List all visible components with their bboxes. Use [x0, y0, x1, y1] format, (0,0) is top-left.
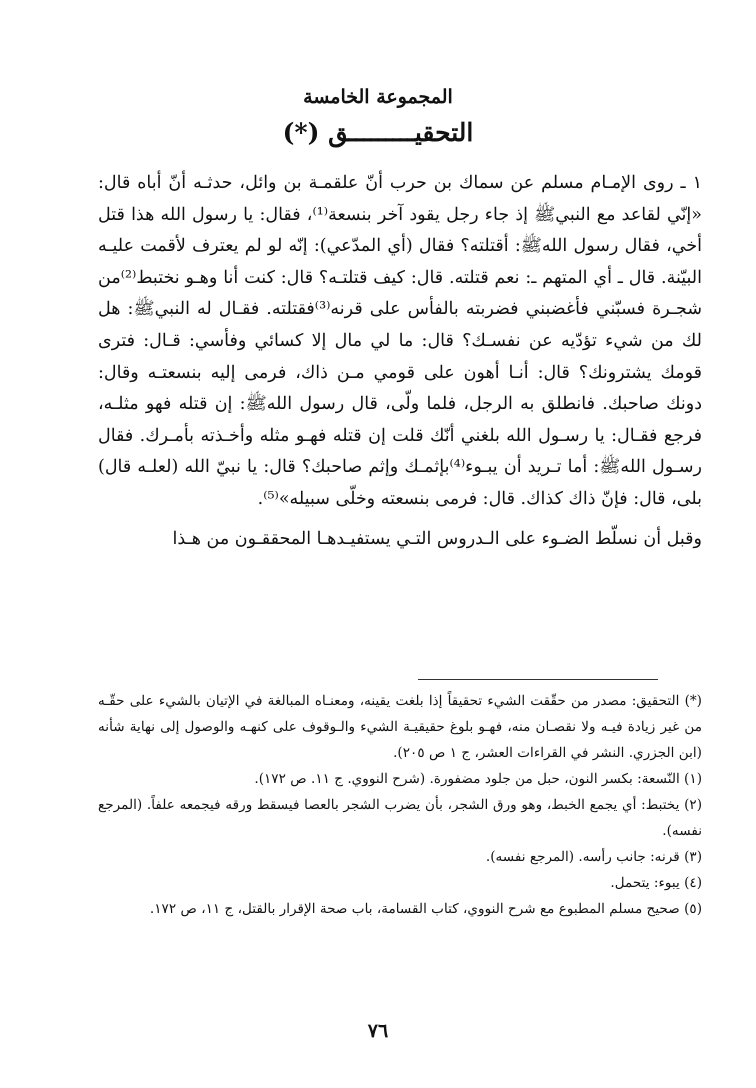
section-title: التحقيـــــــــق (*): [282, 118, 474, 147]
hadith-paragraph: ١ ـ روى الإمـام مسلم عن سماك بن حرب أنّ علقمـة بن وائل، حدثـه أنّ أباه قال: «إنّي لقاعد مع النبيﷺ إذ جاء رجل يقود آخر بنسعة⁽¹⁾، فقال: يا رسول الله هذا قتل أخي، فقال رسول اللهﷺ: أقتلته؟ فقال (أي المدّعي): إنّه لو لم يعترف لأقمت عليـه البيّنة. قال ـ أي المتهم ـ: نعم قتلته. قال: كيف قتلتـه؟ قال: كنت أنا وهـو نختبط⁽²⁾من شجـرة فسبّني فأغضبني فضربته بالفأس على قرنه⁽³⁾فقتلته. فقـال له النبيﷺ: هل لك من شيء تؤدّيه عن نفسـك؟ قال: ما لي مال إلا كسائي وفأسي: قـال: فترى قومك يشترونك؟ قال: أنـا أهون على قومي مـن ذاك، فرمى إليه بنسعتـه وقال: دونك صاحبك. فانطلق به الرجل، فلما ولّى، قال رسول اللهﷺ: إن قتله فهو مثلـه، فرجع فقـال: يا رسـول الله بلغني أنّك قلت إن قتله فهـو مثله وأخـذته بأمـرك. فقال رسـول اللهﷺ: أما تـريد أن يبـوء⁽⁴⁾بإثمـك وإثم صاحبك؟ قال: يا نبيّ الله (لعلـه قال) بلى، قال: فإنّ ذاك كذاك. قال: فرمى بنسعته وخلّى سبيله»⁽⁵⁾.: [98, 173, 702, 509]
footnote-5: (٥) صحيح مسلم المطبوع مع شرح النووي، كتاب القسامة، باب صحة الإقرار بالقتل، ج ١١، ص ١٧٢.: [149, 901, 702, 917]
footnote-divider: [418, 679, 658, 680]
footnotes: [98, 688, 702, 922]
footnote-star: (*) التحقيق: مصدر من حقّقت الشيء تحقيقاً إذا بلغت يقينه، ومعنـاه المبالغة في الإتيان بالشيء على حقّـه من غير زيادة فيـه ولا نقصـان منه، فهـو بلوغ حقيقيـة الشيء والـوقوف على كنهـه والوصول إلى نهاية شأنه (ابن الجزري. النشر في القراءات العشر، ج ١ ص ٢٠٥).: [98, 693, 702, 761]
footnote-1: (١) النّسعة: بكسر النون، حبل من جلود مضفورة. (شرح النووي. ج ١١. ص ١٧٢).: [254, 771, 702, 787]
main-text: [98, 168, 702, 555]
intro-paragraph: وقبل أن نسلّط الضـوء على الـدروس التـي يستفيـدهـا المحققـون من هـذا: [172, 528, 702, 549]
footnote-2: (٢) يختبط: أي يجمع الخبط، وهو ورق الشجر، بأن يضرب الشجر بالعصا فيسقط ورقه فيجمعه علفاً. (المرجع نفسه).: [98, 797, 702, 839]
page-number: ٧٦: [367, 1020, 389, 1042]
footnote-3: (٣) قرنه: جانب رأسه. (المرجع نفسه).: [485, 849, 702, 865]
footnote-4: (٤) يبوء: يتحمل.: [610, 875, 702, 891]
group-title: المجموعة الخامسة: [303, 86, 453, 108]
